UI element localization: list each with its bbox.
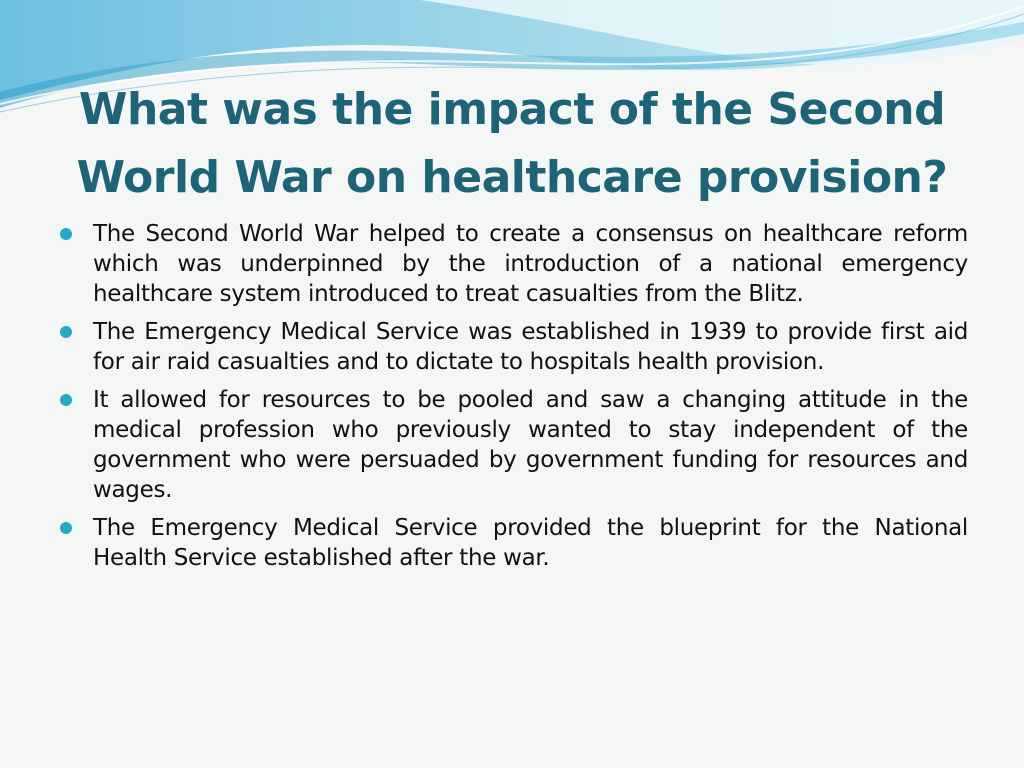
bullet-dot-icon bbox=[60, 326, 72, 338]
list-item bbox=[60, 219, 968, 309]
bullet-text: The Emergency Medical Service provided the blueprint for the National Health Service established after the war. bbox=[93, 515, 968, 571]
list-item bbox=[60, 513, 968, 573]
bullet-text: The Emergency Medical Service was established in 1939 to provide first aid for air raid casualties and to dictate to hospitals health provision. bbox=[93, 319, 968, 375]
bullet-dot-icon bbox=[60, 228, 72, 240]
bullet-text: It allowed for resources to be pooled and saw a changing attitude in the medical profession who previously wanted to stay independent of the government who were persuaded by government funding for resources and wages. bbox=[93, 387, 968, 503]
slide-title: What was the impact of the Second World War on healthcare provision? bbox=[76, 84, 948, 203]
bullet-list bbox=[60, 219, 968, 581]
list-item bbox=[60, 385, 968, 505]
bullet-dot-icon bbox=[60, 522, 72, 534]
bullet-dot-icon bbox=[60, 394, 72, 406]
list-item bbox=[60, 317, 968, 377]
bullet-text: The Second World War helped to create a consensus on healthcare reform which was underpinned by the introduction of a national emergency healthcare system introduced to treat casualties from the Blitz. bbox=[93, 221, 968, 307]
